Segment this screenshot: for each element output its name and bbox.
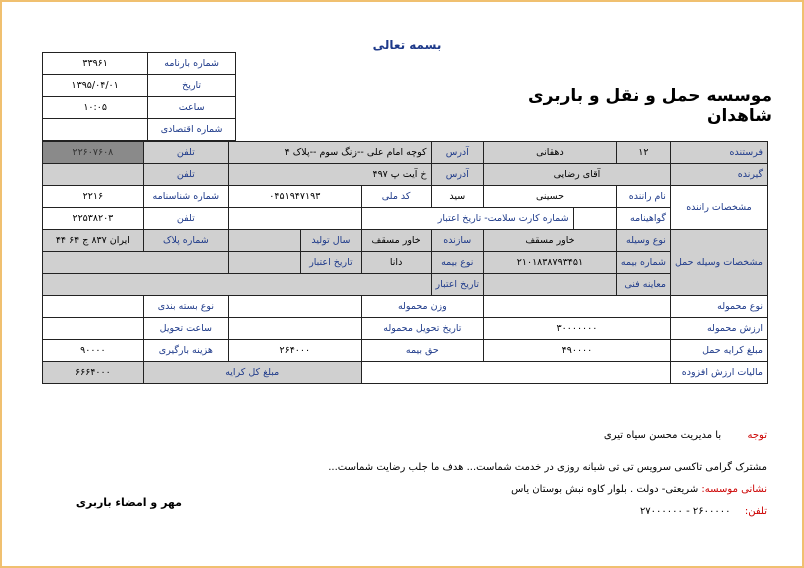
driver-phone-label: تلفن — [143, 208, 228, 230]
cargo-type-label: نوع محموله — [670, 296, 767, 318]
table-row — [43, 97, 236, 119]
cargo-weight-label: وزن محموله — [361, 296, 483, 318]
driver-phone-value: ۲۲۵۳۸۲۰۳ — [43, 208, 144, 230]
load-cost-value: ۹۰۰۰۰ — [43, 340, 144, 362]
address-label: نشانی موسسه: — [701, 484, 767, 495]
vehicle-maker-label: سازنده — [431, 230, 483, 252]
sender-label: فرستنده — [670, 142, 767, 164]
driver-cert-label: شماره شناسنامه — [143, 186, 228, 208]
sender-name: دهقانی — [483, 142, 616, 164]
total-fare-label: مبلغ کل کرایه — [143, 362, 361, 384]
insurance-label: حق بیمه — [361, 340, 483, 362]
vehicle-ins-type-value: دانا — [361, 252, 431, 274]
time-value: ۱۰:۰۵ — [43, 97, 148, 119]
econ-label: شماره اقتصادی — [148, 119, 236, 141]
driver-license-label: گواهینامه — [616, 208, 670, 230]
cargo-row-1 — [43, 296, 768, 318]
vat-value — [361, 362, 670, 384]
driver-health-label: شماره کارت سلامت- تاریخ اعتبار — [361, 208, 573, 230]
vehicle-ins-type-label: نوع بیمه — [431, 252, 483, 274]
vehicle-tech-label: معاینه فنی — [616, 274, 670, 296]
note-label: توجه — [747, 430, 767, 441]
receiver-row — [43, 164, 768, 186]
econ-value — [43, 119, 148, 141]
table-row — [43, 75, 236, 97]
note-line — [502, 430, 767, 441]
phone-line — [562, 506, 767, 517]
receiver-address-value: خ آیت پ ۴۹۷ — [228, 164, 431, 186]
vehicle-row-1 — [43, 230, 768, 252]
cargo-pack-label: نوع بسته بندی — [143, 296, 228, 318]
cargo-row-2 — [43, 318, 768, 340]
vehicle-type-value: خاور مسقف — [483, 230, 616, 252]
fare-value: ۴۹۰۰۰۰ — [483, 340, 670, 362]
bismillah-heading: بسمه تعالی — [372, 38, 442, 52]
driver-name-label: نام راننده — [616, 186, 670, 208]
driver-national-value: ۰۴۵۱۹۴۷۱۹۳ — [228, 186, 361, 208]
driver-row-1 — [43, 186, 768, 208]
vehicle-year-label: سال تولید — [301, 230, 362, 252]
cargo-value-label: ارزش محموله — [670, 318, 767, 340]
sender-code: ۱۲ — [616, 142, 670, 164]
note-value: با مدیریت محسن سیاه تیری — [603, 430, 722, 441]
driver-row-2 — [43, 208, 768, 230]
phone-value: ۲۶۰۰۰۰۰ - ۲۷۰۰۰۰۰۰ — [639, 506, 731, 517]
driver-first-name: سید — [431, 186, 483, 208]
vehicle-plate-value: ایران ۸۳۷ ج ۶۴ ۴۴ — [43, 230, 144, 252]
cargo-weight-value — [228, 296, 361, 318]
total-fare-value: ۶۶۶۴۰۰۰ — [43, 362, 144, 384]
sender-phone-label: تلفن — [143, 142, 228, 164]
vehicle-section-label: مشخصات وسیله حمل — [670, 230, 767, 296]
time-label: ساعت — [148, 97, 236, 119]
driver-cert-value: ۲۲۱۶ — [43, 186, 144, 208]
address-value: شریعتی- دولت . بلوار کاوه نبش بوستان یاس — [511, 484, 699, 495]
fare-label: مبلغ کرایه حمل — [670, 340, 767, 362]
sender-phone-value: ۲۲۶۰۷۶۰۸ — [43, 142, 144, 164]
sender-address-label: آدرس — [431, 142, 483, 164]
receiver-label: گیرنده — [670, 164, 767, 186]
vat-label: مالیات ارزش افزوده — [670, 362, 767, 384]
vehicle-maker-value: خاور مسقف — [361, 230, 431, 252]
cargo-delivery-date-value — [228, 318, 361, 340]
meta-table — [42, 52, 236, 141]
driver-name-value: حسینی — [483, 186, 616, 208]
vehicle-spacer-2 — [43, 274, 432, 296]
vehicle-type-label: نوع وسیله — [616, 230, 670, 252]
vehicle-spacer — [43, 252, 229, 274]
sender-row — [43, 142, 768, 164]
cargo-delivery-time-label: ساعت تحویل — [143, 318, 228, 340]
load-cost-label: هزینه بارگیری — [143, 340, 228, 362]
vehicle-row-2 — [43, 252, 768, 274]
signature-label: مهر و امضاء باربری — [75, 496, 182, 509]
waybill-label: شماره بارنامه — [148, 53, 236, 75]
driver-license-number — [573, 208, 616, 230]
receiver-phone-value — [43, 164, 144, 186]
table-row — [43, 53, 236, 75]
company-name: موسسه حمل و نقل و باربری شاهدان — [528, 86, 772, 126]
charges-row-1 — [43, 340, 768, 362]
cargo-pack-value — [43, 296, 144, 318]
customer-message: مشترک گرامی تاکسی سرویس تی تی شبانه روزی در خدمت شماست... هدف ما جلب رضایت شماست... — [328, 462, 767, 473]
waybill-value: ۳۳۹۶۱ — [43, 53, 148, 75]
driver-section-label: مشخصات راننده — [670, 186, 767, 230]
vehicle-validity-label: تاریخ اعتبار — [301, 252, 362, 274]
receiver-phone-label: تلفن — [143, 164, 228, 186]
receiver-address-label: آدرس — [431, 164, 483, 186]
address-line — [442, 484, 767, 495]
cargo-value-value: ۳۰۰۰۰۰۰۰ — [483, 318, 670, 340]
charges-row-2 — [43, 362, 768, 384]
cargo-delivery-time-value — [43, 318, 144, 340]
table-row — [43, 119, 236, 141]
main-table — [42, 141, 768, 384]
cargo-delivery-date-label: تاریخ تحویل محموله — [361, 318, 483, 340]
date-value: ۱۳۹۵/۰۴/۰۱ — [43, 75, 148, 97]
vehicle-validity-value — [228, 252, 300, 274]
vehicle-tech-value — [483, 274, 616, 296]
sender-address-value: کوچه امام علی --زنگ سوم --پلاک ۴ — [228, 142, 431, 164]
vehicle-row-3 — [43, 274, 768, 296]
driver-national-label: کد ملی — [361, 186, 431, 208]
insurance-value: ۲۶۴۰۰۰ — [228, 340, 361, 362]
driver-license-value — [228, 208, 361, 230]
date-label: تاریخ — [148, 75, 236, 97]
receiver-name: آقای رضایی — [483, 164, 670, 186]
cargo-type-value — [483, 296, 670, 318]
vehicle-ins-no-value: ۲۱۰۱۸۳۸۷۹۳۴۵۱ — [483, 252, 616, 274]
phone-label: تلفن: — [744, 506, 767, 517]
vehicle-ins-no-label: شماره بیمه — [616, 252, 670, 274]
vehicle-plate-label: شماره پلاک — [143, 230, 228, 252]
vehicle-validity2-label: تاریخ اعتبار — [431, 274, 483, 296]
vehicle-year-value — [228, 230, 300, 252]
